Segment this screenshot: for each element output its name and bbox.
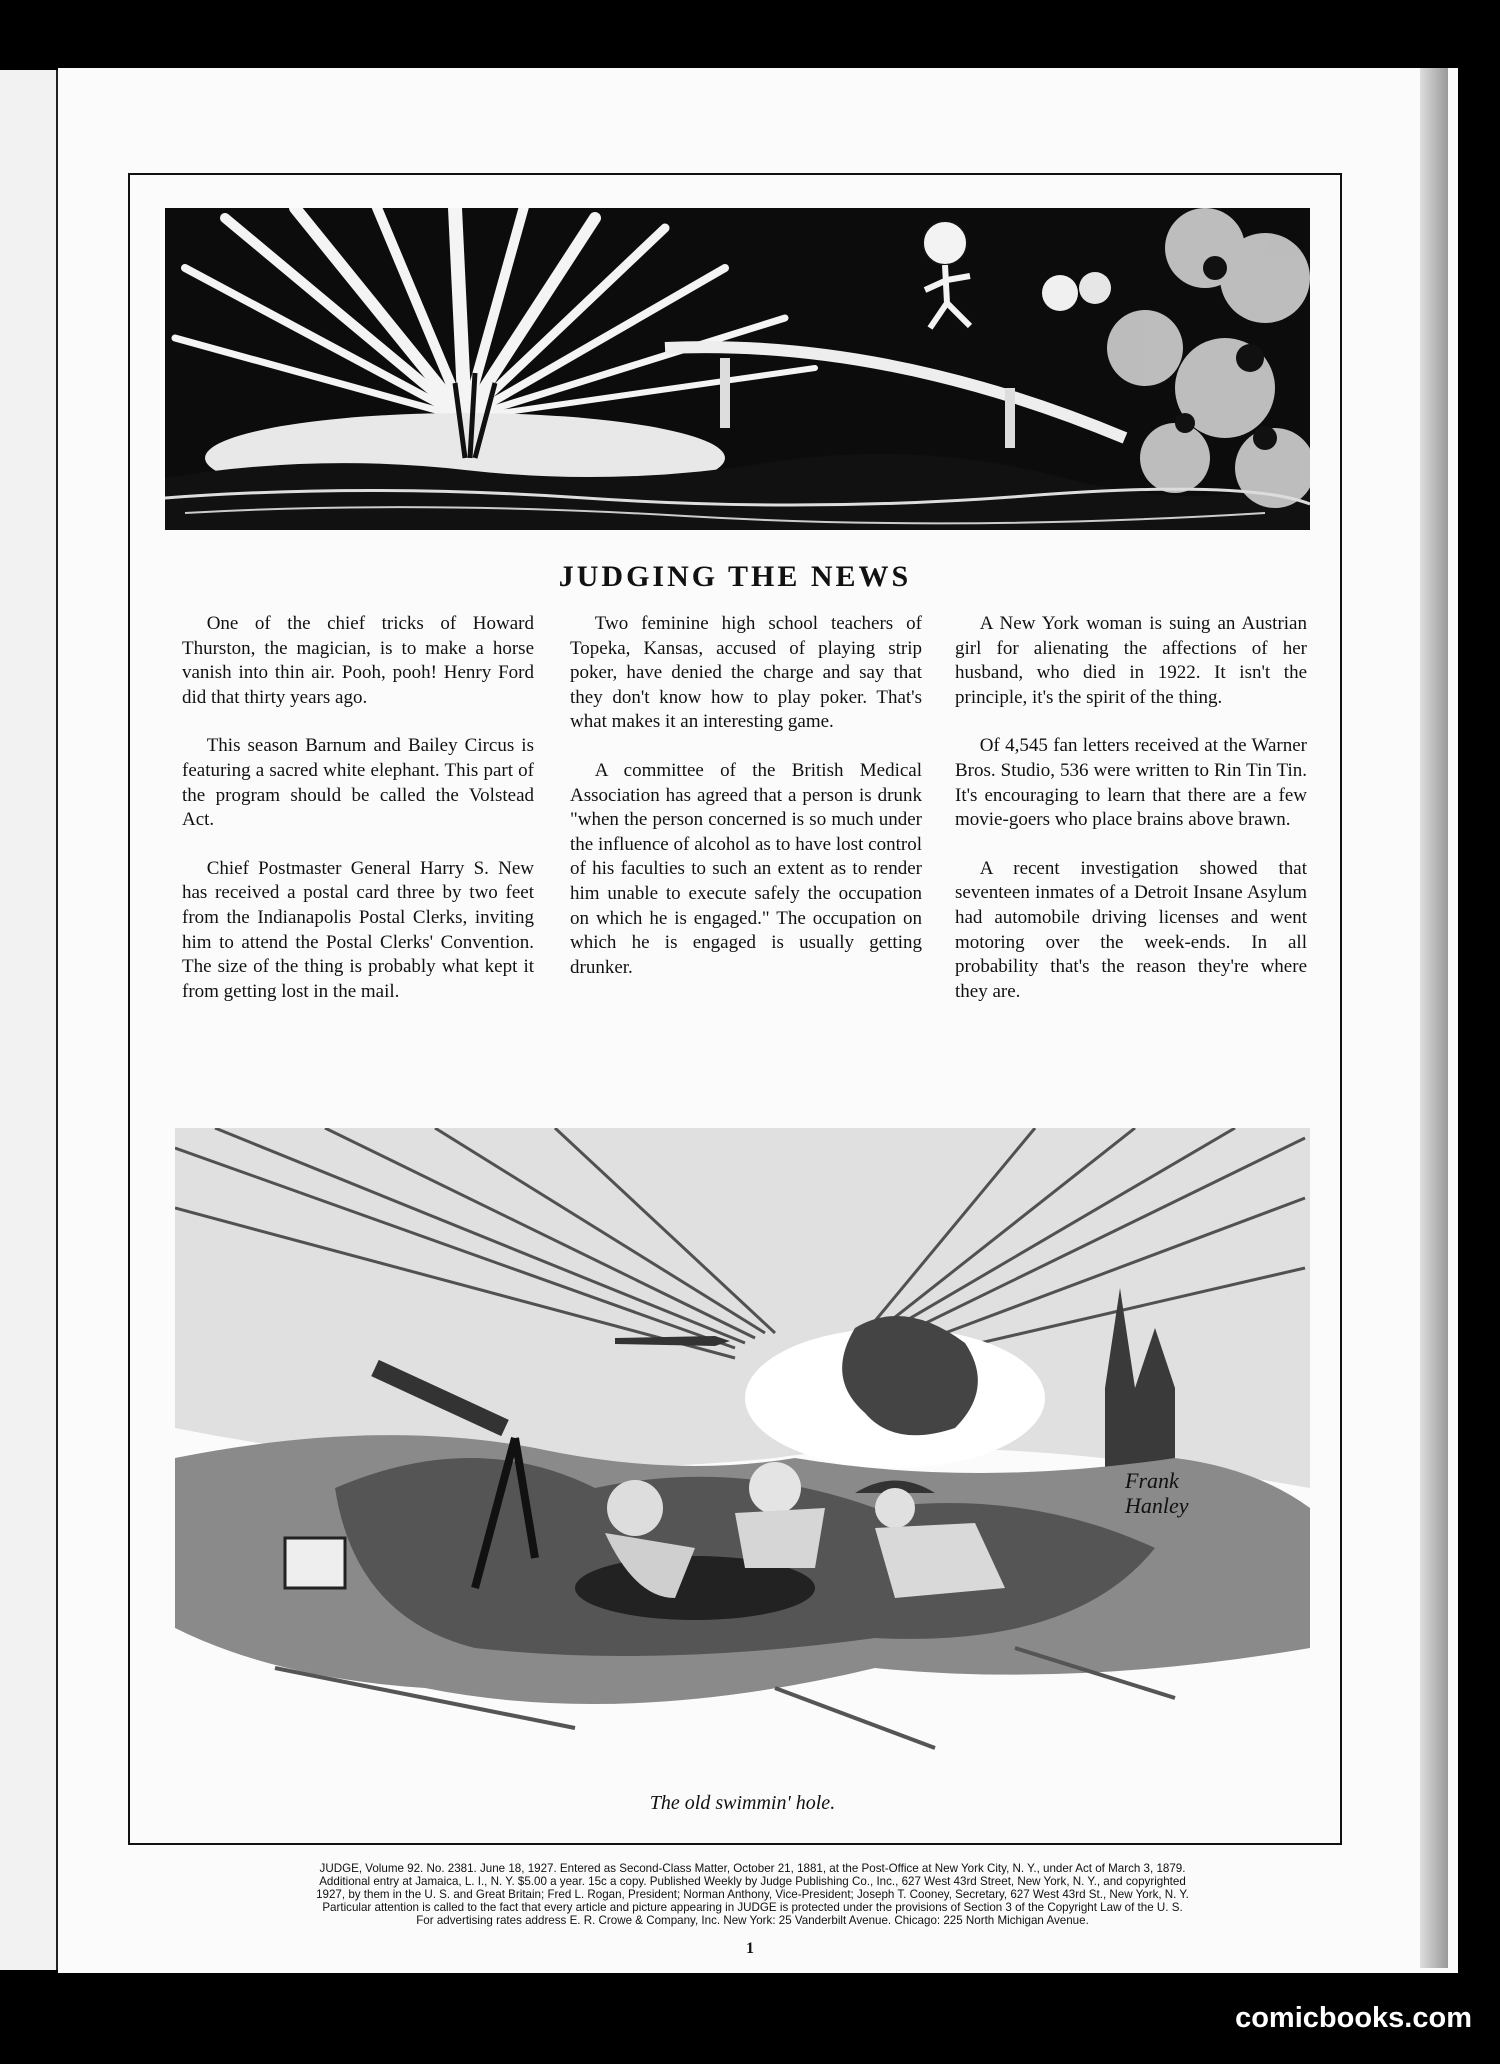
- imprint-line: Particular attention is called to the fact that every article and picture appearing in JUDGE is protected under the provisions of Section 3 of the Copyright Law of the U. S.: [322, 1901, 1183, 1914]
- news-item: A recent investigation showed that seventeen inmates of a Detroit Insane Asylum had automobile driving licenses and went motoring over the week-ends. In all probability that's the reason they're where they are.: [955, 857, 1307, 1002]
- news-item: Two feminine high school teachers of Topeka, Kansas, accused of playing strip poker, have denied the charge and say that they don't know how to play poker. That's what makes it an interesting game.: [570, 613, 922, 733]
- imprint-line: 1927, by them in the U. S. and Great Britain; Fred L. Rogan, President; Norman Anthony, Vice-President; Joseph T. Cooney, Secretary, 627 West 43rd St., New York, N. Y.: [316, 1888, 1189, 1901]
- imprint-line: Additional entry at Jamaica, L. I., N. Y. $5.00 a year. 15c a copy. Published Weekly by Judge Publishing Co., Inc., 627 West 43rd Street, New York, N. Y., and copyrighted: [319, 1875, 1186, 1888]
- publication-imprint: [140, 1862, 1365, 1927]
- news-item: Of 4,545 fan letters received at the Warner Bros. Studio, 536 were written to Rin Tin Tin. It's encouraging to learn that there are a few movie-goers who place brains above brawn.: [955, 735, 1307, 831]
- article-column-1: [182, 612, 534, 1028]
- banner-illustration: [165, 208, 1310, 530]
- artist-signature: Hanley: [1125, 1493, 1189, 1518]
- page-stack-edge: [1420, 68, 1448, 1968]
- cartoon-caption: The old swimmin' hole.: [649, 1792, 836, 1814]
- news-item: One of the chief tricks of Howard Thurston, the magician, is to make a horse vanish into thin air. Pooh, pooh! Henry Ford did that thirty years ago.: [182, 613, 534, 708]
- artist-signature: Frank: [1125, 1468, 1179, 1493]
- headline: JUDGING THE NEWS: [558, 560, 912, 593]
- imprint-line: JUDGE, Volume 92. No. 2381. June 18, 1927. Entered as Second-Class Matter, October 21, 1881, at the Post-Office at New York City, N. Y., under Act of March 3, 1879.: [319, 1862, 1186, 1875]
- news-item: A New York woman is suing an Austrian girl for alienating the affections of her husband, who died in 1922. It isn't the principle, it's the spirit of the thing.: [955, 613, 1307, 708]
- page-number: 1: [746, 1940, 754, 1957]
- facing-page-edge: [0, 70, 62, 1970]
- news-item: This season Barnum and Bailey Circus is featuring a sacred white elephant. This part of the program should be called the Volstead Act.: [182, 735, 534, 831]
- article-column-2: [570, 612, 922, 1004]
- war-cartoon-illustration: [175, 1128, 1310, 1790]
- imprint-line: For advertising rates address E. R. Crowe & Company, Inc. New York: 25 Vanderbilt Avenue. Chicago: 225 North Michigan Avenue.: [416, 1914, 1089, 1927]
- article-column-3: [955, 612, 1307, 1028]
- news-item: Chief Postmaster General Harry S. New has received a postal card three by two feet from the Indianapolis Postal Clerks, inviting him to attend the Postal Clerks' Convention. The size of the thing is probably what kept it from getting lost in the mail.: [182, 857, 534, 1002]
- news-item: A committee of the British Medical Association has agreed that a person is drunk "when the person concerned is so much under the influence of alcohol as to have lost control of his faculties to such an extent as to render him unable to execute safely the occupation on which he is engaged." The occupation on which he is engaged is usually getting drunker.: [570, 759, 922, 978]
- watermark: comicbooks.com: [1235, 2002, 1472, 2034]
